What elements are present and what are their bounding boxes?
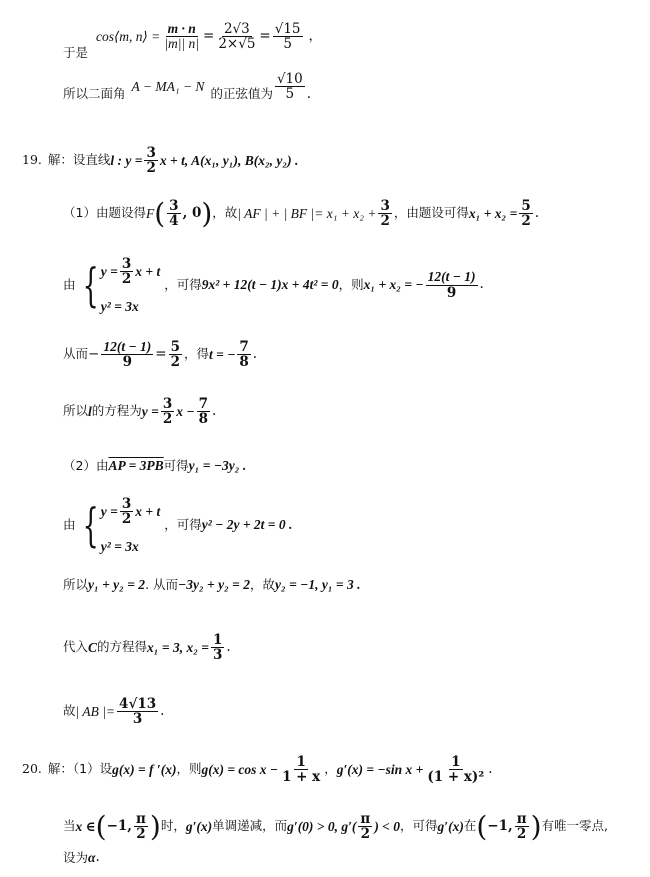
fraction: $\frac{3}{2}$ (121, 496, 132, 528)
yushi-label: 于是 (63, 45, 89, 60)
fraction: $\frac{\pi}{2}$ (135, 811, 146, 843)
system-2-line: 由 { y = $\frac{3}{2}$ x + t y² = 3x ，可得 y² − 2y + 2t = 0 . (63, 496, 293, 554)
equation-system: y = $\frac{3}{2}$ x + t y² = 3x (100, 256, 161, 314)
result-y-line: 所以 y₁ + y₂ = 2 . 从而 −3y₂ + y₂ = 2 ，故 y₂ = −1, y₁ = 3 . (63, 576, 361, 592)
line-cos-formula: cos⟨m, n⟩ = $\frac{m \cdot n}{|m|| n|}$ = $\frac{2√3}{2\times√5}$ = $\frac{√15}{5}$ ， (96, 21, 322, 53)
fraction: $\frac{12(t - 1)}{9}$ (427, 269, 476, 301)
equation-system: y = $\frac{3}{2}$ x + t y² = 3x (100, 496, 161, 554)
line-dihedral: 所以二面角 A − MA₁ − N 的正弦值为 $\frac{√10}{5}$ . (63, 71, 312, 103)
fraction: $\frac{√15}{5}$ (274, 21, 301, 53)
equation-l-line: 所以 l 的方程为 y = $\frac{3}{2}$ x − $\frac{7}{8}$ . (63, 396, 217, 428)
part-1-line: （1）由题设得 F ( $\frac{3}{4}$ , 0 ) ，故 | AF | + | BF |= x₁ + x₂ + $\frac{3}{2}$ ，由题设可得 x₁ + x₂ = $\frac{5}{2}$ . (63, 196, 540, 230)
fraction: $\frac{\pi}{2}$ (516, 811, 527, 843)
fraction: $\frac{2√3}{2\times√5}$ (218, 21, 256, 53)
fraction: $\frac{3}{2}$ (121, 256, 132, 288)
last-line: 设为 α . (63, 849, 100, 865)
fraction: $\frac{\pi}{2}$ (360, 811, 371, 843)
fraction: $\frac{1}{1 + x}$ (282, 754, 321, 786)
fraction: $\frac{3}{2}$ (146, 145, 156, 177)
fraction: $\frac{m \cdot n}{|m|| n|}$ (164, 21, 199, 52)
question-20-header: 20. 解：（1）设 g(x) = f ′(x) ，则 g(x) = cos x − $\frac{1}{1 + x}$ ， g′(x) = −sin x + $\frac{1}{\text{(1 + x)²}}$ . (22, 754, 493, 786)
monotonic-line: 当 x ∈ ( −1, $\frac{\pi}{2}$ ) 时， g′(x) 单调递减，而 g′(0) > 0, g′( $\frac{\pi}{2}$ ) < 0 ，可得 g′(x) 在 ( −1, $\frac{\pi}{2}$ ) 有唯一零点, (63, 809, 608, 843)
conclusion-t-line: 从而 − $\frac{12(t - 1)}{9}$ = $\frac{5}{2}$ ，得 t = − $\frac{7}{8}$ . (63, 339, 258, 371)
fraction: $\frac{4√13}{3}$ (119, 696, 157, 728)
result-ab-line: 故 | AB |= $\frac{4√13}{3}$ . (63, 696, 165, 728)
fraction: $\frac{7}{8}$ (198, 396, 208, 428)
fraction: $\frac{12(t - 1)}{9}$ (103, 339, 152, 371)
fraction: $\frac{7}{8}$ (239, 339, 249, 371)
result-x-line: 代入 C 的方程得 x₁ = 3, x₂ = $\frac{1}{3}$ . (63, 632, 231, 664)
fraction: $\frac{3}{2}$ (380, 198, 390, 230)
fraction: $\frac{3}{2}$ (162, 396, 173, 428)
fraction: $\frac{3}{4}$ (169, 198, 179, 230)
fraction: $\frac{1}{\text{(1 + x)²}}$ (427, 754, 485, 786)
question-19-header: 19. 解：设直线 l : y = $\frac{3}{2}$ x + t, A(x₁, y₁), B(x₂, y₂) . (22, 145, 299, 177)
fraction: $\frac{1}{3}$ (212, 632, 223, 664)
fraction: $\frac{5}{2}$ (521, 198, 531, 230)
part-2-line: （2）由 AP = 3PB 可得 y₁ = −3y₂ . (63, 457, 247, 473)
fraction: $\frac{√10}{5}$ (276, 71, 303, 103)
fraction: $\frac{5}{2}$ (170, 339, 180, 371)
system-1-line: 由 { y = $\frac{3}{2}$ x + t y² = 3x ，可得 9x² + 12(t − 1)x + 4t² = 0 ，则 x₁ + x₂ = − $\frac{12(t - 1)}{9}$ . (63, 256, 484, 314)
